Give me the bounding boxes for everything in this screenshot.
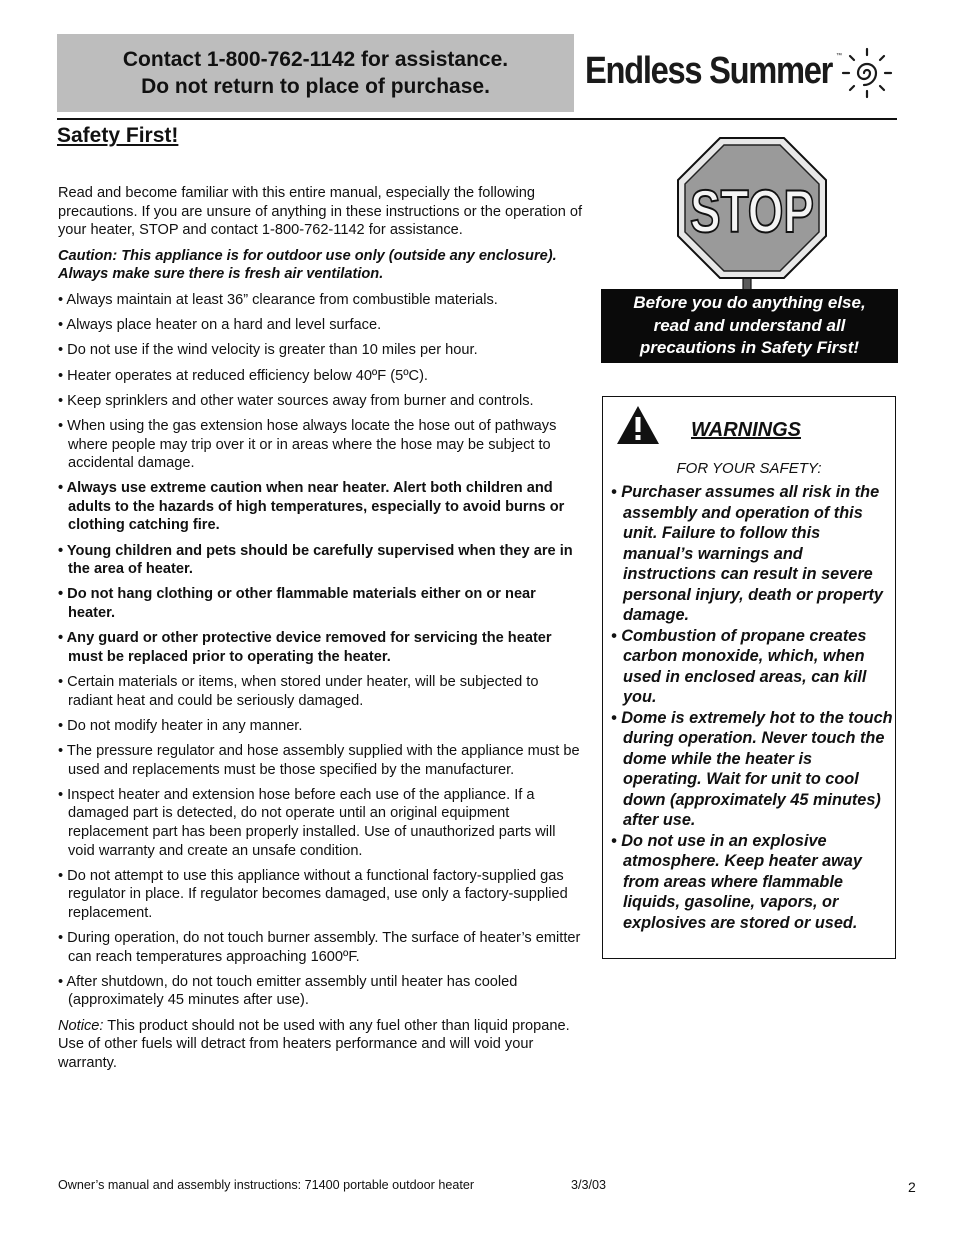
brand-name: Endless Summer: [585, 50, 833, 92]
contact-line-2: Do not return to place of purchase.: [141, 75, 490, 98]
warning-item: • Dome is extremely hot to the touch during operation. Never touch the dome while the heater is operating. Wait for unit to cool down (approximately 45 minutes) after use.: [611, 708, 893, 829]
swirl-sun-icon: [841, 47, 893, 99]
notice-paragraph: [58, 1017, 583, 1073]
list-item: • Any guard or other protective device removed for servicing the heater must be replaced prior to operating the heater.: [58, 630, 552, 665]
before-you-start-box: [601, 289, 898, 363]
contact-line-1: Contact 1-800-762-1142 for assistance.: [122, 48, 509, 71]
warnings-list: [611, 482, 893, 933]
stop-sign-icon: [676, 136, 828, 292]
before-line-3: precautions in Safety First!: [639, 338, 860, 358]
before-line-1: Before you do anything else,: [633, 293, 866, 313]
safety-instructions: [58, 184, 583, 1079]
warning-item: • Combustion of propane creates carbon monoxide, which, when used in enclosed areas, can kill you.: [611, 626, 867, 706]
page-number: 2: [908, 1179, 916, 1195]
warnings-box: [602, 396, 896, 959]
brand-logo: [585, 44, 905, 106]
warning-item: • Purchaser assumes all risk in the assembly and operation of this unit. Failure to follow this manual’s warnings and instructions can result in severe personal injury, death or property damage.: [611, 483, 883, 624]
header-divider: [57, 118, 897, 120]
section-title: Safety First!: [57, 124, 179, 147]
warnings-title: WARNINGS: [691, 419, 801, 441]
list-item: • Always use extreme caution when near heater. Alert both children and adults to the hazards of high temperatures, especially to avoid burns or clothing catching fire.: [58, 480, 565, 534]
notice-text: This product should not be used with any fuel other than liquid propane. Use of other fuels will detract from heaters performance and will void your warranty.: [58, 1017, 570, 1071]
list-item: • When using the gas extension hose always locate the hose out of pathways where people may trip over it or in areas where the hose may be subject to accidental damage.: [58, 417, 557, 472]
notice-label: Notice:: [58, 1017, 104, 1034]
caution-paragraph: Caution: This appliance is for outdoor use only (outside any enclosure). Always make sure there is fresh air ventilation.: [58, 247, 557, 283]
list-item: • Certain materials or items, when stored under heater, will be subjected to radiant heat and could be seriously damaged.: [58, 674, 539, 709]
warnings-subtitle: FOR YOUR SAFETY:: [676, 460, 822, 477]
contact-banner: [57, 34, 574, 112]
list-item: • Always place heater on a hard and level surface.: [58, 317, 382, 334]
list-item: • During operation, do not touch burner assembly. The surface of heater’s emitter can reach temperatures approaching 1600ºF.: [58, 930, 581, 965]
precautions-list: [58, 291, 583, 1010]
list-item: • After shutdown, do not touch emitter assembly until heater has cooled (approximately 45 minutes after use).: [58, 973, 518, 1009]
before-line-2: read and understand all: [653, 315, 846, 335]
list-item: • The pressure regulator and hose assembly supplied with the appliance must be used and replacements must be those specified by the manufacturer.: [58, 742, 580, 778]
list-item: • Do not hang clothing or other flammable materials either on or near heater.: [58, 586, 536, 622]
brand-trademark: ™: [836, 53, 842, 59]
intro-paragraph: Read and become familiar with this entire manual, especially the following precautions. If you are unsure of anything in these instructions or the operation of your heater, STOP and contact 1-800-762-1142 for assistance.: [58, 185, 583, 239]
list-item: • Do not use if the wind velocity is greater than 10 miles per hour.: [58, 342, 478, 359]
list-item: • Keep sprinklers and other water sources away from burner and controls.: [58, 392, 534, 409]
list-item: • Do not attempt to use this appliance without a functional factory-supplied gas regulator in place. If regulator becomes damaged, use only a factory-supplied replacement.: [58, 867, 568, 921]
list-item: • Always maintain at least 36” clearance from combustible materials.: [58, 291, 498, 308]
list-item: • Heater operates at reduced efficiency below 40ºF (5ºC).: [58, 367, 428, 384]
list-item: • Young children and pets should be carefully supervised when they are in the area of heater.: [58, 542, 573, 578]
list-item: • Do not modify heater in any manner.: [58, 717, 303, 734]
footer-date: 3/3/03: [571, 1178, 607, 1192]
footer-manual-title: Owner’s manual and assembly instructions: 71400 portable outdoor heater: [58, 1178, 475, 1192]
warning-triangle-icon: [616, 405, 660, 445]
list-item: • Inspect heater and extension hose before each use of the appliance. If a damaged part is detected, do not operate until an original equipment replacement part has been properly installed. Use of unauthorized parts will void warranty and create an unsafe condition.: [58, 786, 556, 859]
stop-sign-text: STOP: [690, 178, 814, 245]
warning-item: • Do not use in an explosive atmosphere. Keep heater away from areas where flammable liquids, gasoline, vapors, or explosives are stored or used.: [611, 831, 862, 932]
